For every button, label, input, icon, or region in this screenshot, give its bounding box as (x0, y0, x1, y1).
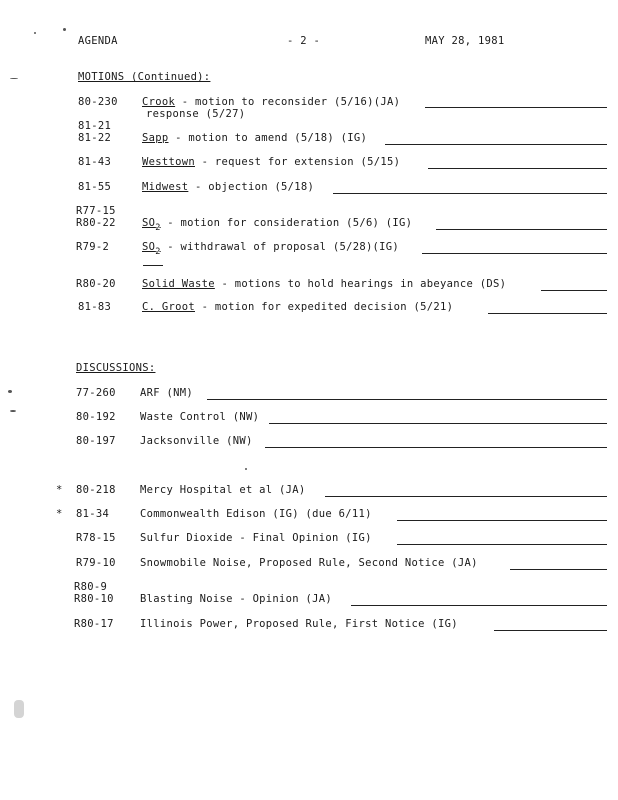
motion-party: $SO_2$ (142, 217, 161, 233)
motion-line (333, 193, 607, 194)
motion-line (428, 168, 607, 169)
motion-item (142, 96, 400, 108)
motion-line (541, 290, 607, 291)
scan-speck (8, 390, 12, 393)
discussion-number: 80-218 (76, 484, 116, 496)
motion-party: Crook (142, 96, 176, 108)
discussion-line (265, 447, 607, 448)
discussion-description: Illinois Power, Proposed Rule, First Notice (IG) (140, 618, 458, 630)
motion-item (142, 181, 314, 193)
discussion-line (397, 544, 607, 545)
discussion-line (269, 423, 607, 424)
motion-item (142, 278, 506, 290)
motion-line (385, 144, 607, 145)
motion-party: $SO_2$ (142, 241, 161, 257)
motion-description: - objection (5/18) (188, 181, 315, 193)
motion-line (488, 313, 607, 314)
scan-speck (10, 78, 18, 79)
discussion-star: * (56, 508, 63, 520)
header-title: AGENDA (78, 35, 118, 47)
motion-description: - motion for expedited decision (5/21) (194, 301, 454, 313)
scan-speck (63, 28, 66, 31)
discussion-number: R79-10 (76, 557, 116, 569)
header-date: MAY 28, 1981 (425, 35, 505, 47)
discussion-number: 81-34 (76, 508, 110, 520)
motion-description: - withdrawal of proposal (5/28)(IG) (160, 241, 400, 253)
discussion-number: R80-17 (74, 618, 114, 630)
motion-item (142, 156, 400, 168)
motion-party: Sapp (142, 132, 169, 144)
discussion-line (351, 605, 607, 606)
scan-speck (14, 700, 24, 718)
motion-description: - request for extension (5/15) (194, 156, 401, 168)
discussion-line (510, 569, 607, 570)
scan-speck (10, 410, 16, 412)
discussion-description: Jacksonville (NW) (140, 435, 253, 447)
motion-item (142, 301, 453, 313)
motion-party: Westtown (142, 156, 195, 168)
discussion-number-2: R80-10 (74, 593, 114, 605)
motion-description: - motion for consideration (5/6) (IG) (160, 217, 413, 229)
motion-number: 81-43 (78, 156, 112, 168)
discussion-description: Snowmobile Noise, Proposed Rule, Second Notice (JA) (140, 557, 478, 569)
motion-number: 81-55 (78, 181, 112, 193)
scan-speck (245, 468, 247, 470)
discussion-description: Commonwealth Edison (IG) (due 6/11) (140, 508, 372, 520)
motion-line (143, 265, 163, 266)
motion-item (142, 132, 367, 144)
motion-party: Midwest (142, 181, 189, 193)
motion-line (422, 253, 607, 254)
motion-number: R79-2 (76, 241, 110, 253)
discussion-description: Sulfur Dioxide - Final Opinion (IG) (140, 532, 372, 544)
discussion-line (397, 520, 607, 521)
motion-party: Solid Waste (142, 278, 215, 290)
discussions-heading: DISCUSSIONS: (76, 362, 156, 374)
discussion-description: Waste Control (NW) (140, 411, 260, 423)
discussion-number: 77-260 (76, 387, 116, 399)
discussion-number: 80-192 (76, 411, 116, 423)
motion-description: - motions to hold hearings in abeyance (DS) (214, 278, 507, 290)
motion-number: R80-20 (76, 278, 116, 290)
motion-number-2: 81-22 (78, 132, 112, 144)
discussion-line (325, 496, 607, 497)
page-number: - 2 - (287, 35, 321, 47)
motion-line (436, 229, 607, 230)
scan-speck (34, 32, 36, 34)
discussion-number: R80-9 (74, 581, 108, 593)
discussion-description: Blasting Noise - Opinion (JA) (140, 593, 333, 605)
motion-number: R77-15 (76, 205, 116, 217)
motion-number: 81-21 (78, 120, 112, 132)
motion-item (142, 217, 413, 233)
discussion-number: 80-197 (76, 435, 116, 447)
motion-description-cont: response (5/27) (146, 108, 246, 120)
discussion-description: Mercy Hospital et al (JA) (140, 484, 306, 496)
motion-number: 81-83 (78, 301, 112, 313)
discussion-star: * (56, 484, 63, 496)
motion-line (425, 107, 607, 108)
motions-heading: MOTIONS (Continued): (78, 71, 211, 83)
discussion-description: ARF (NM) (140, 387, 193, 399)
motion-item (142, 241, 400, 257)
motion-number: 80-230 (78, 96, 118, 108)
motion-description: - motion to reconsider (5/16)(JA) (175, 96, 401, 108)
motion-description: - motion to amend (5/18) (IG) (168, 132, 368, 144)
discussion-line (207, 399, 607, 400)
discussion-line (494, 630, 607, 631)
discussion-number: R78-15 (76, 532, 116, 544)
motion-party: C. Groot (142, 301, 195, 313)
motion-number-2: R80-22 (76, 217, 116, 229)
